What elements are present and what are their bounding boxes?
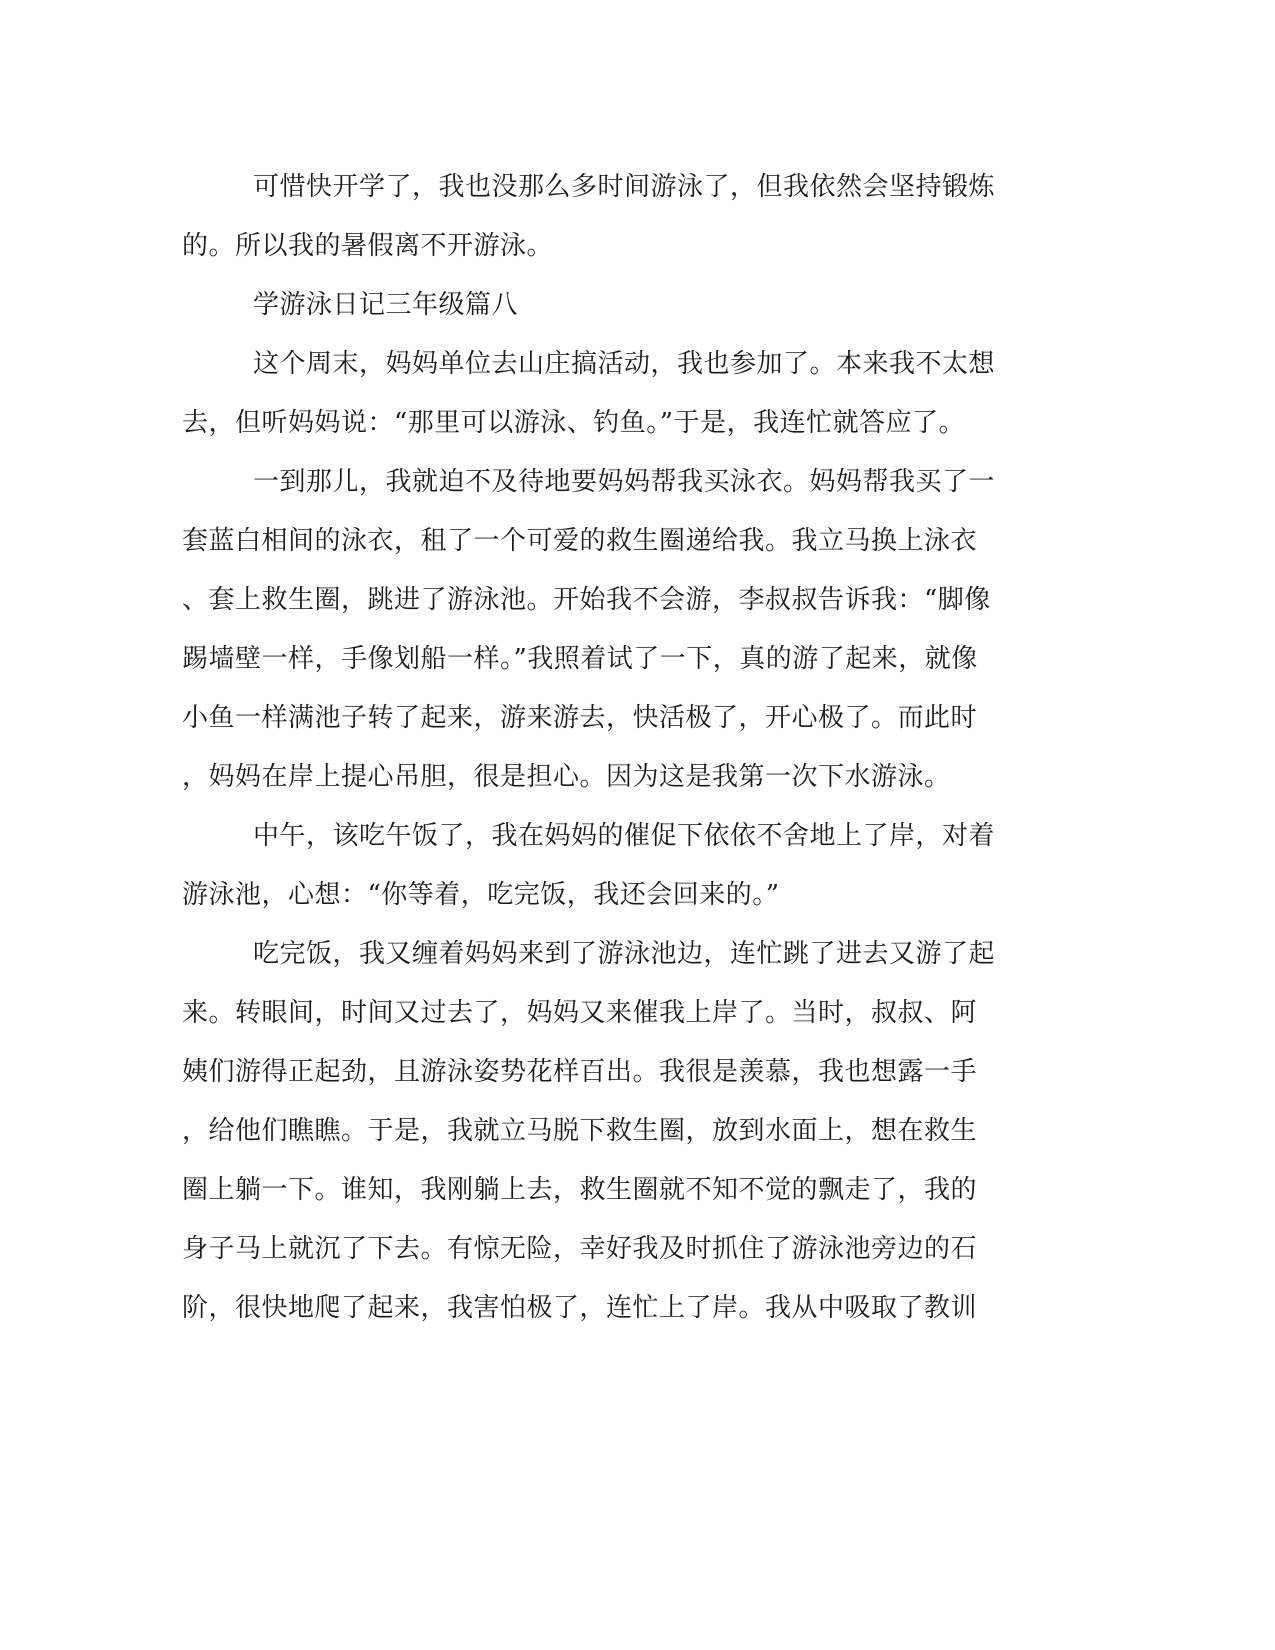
text-line: 身子马上就沉了下去。有惊无险，幸好我及时抓住了游泳池旁边的石	[182, 1234, 978, 1264]
text-line: 去，但听妈妈说：“那里可以游泳、钓鱼。”于是，我连忙就答应了。	[182, 408, 966, 438]
section-heading: 学游泳日记三年级篇八	[253, 290, 519, 320]
text-line: 可惜快开学了，我也没那么多时间游泳了，但我依然会坚持锻炼	[253, 172, 996, 202]
text-line: 、套上救生圈，跳进了游泳池。开始我不会游，李叔叔告诉我：“脚像	[182, 585, 991, 615]
text-line: 圈上躺一下。谁知，我刚躺上去，救生圈就不知不觉的飘走了，我的	[182, 1175, 978, 1205]
text-line: 姨们游得正起劲，且游泳姿势花样百出。我很是羡慕，我也想露一手	[182, 1057, 978, 1087]
text-line: 套蓝白相间的泳衣，租了一个可爱的救生圈递给我。我立马换上泳衣	[182, 526, 978, 556]
text-line: 来。转眼间，时间又过去了，妈妈又来催我上岸了。当时，叔叔、阿	[182, 998, 978, 1028]
document-body	[182, 158, 1034, 1338]
text-line: 小鱼一样满池子转了起来，游来游去，快活极了，开心极了。而此时	[182, 703, 978, 733]
text-line: ，妈妈在岸上提心吊胆，很是担心。因为这是我第一次下水游泳。	[182, 762, 951, 792]
text-line: 阶，很快地爬了起来，我害怕极了，连忙上了岸。我从中吸取了教训	[182, 1293, 978, 1323]
text-line: 踢墙壁一样，手像划船一样。”我照着试了一下，真的游了起来，就像	[182, 644, 978, 674]
text-line: 一到那儿，我就迫不及待地要妈妈帮我买泳衣。妈妈帮我买了一	[253, 467, 996, 497]
text-line: ，给他们瞧瞧。于是，我就立马脱下救生圈，放到水面上，想在救生	[182, 1116, 978, 1146]
text-line: 吃完饭，我又缠着妈妈来到了游泳池边，连忙跳了进去又游了起	[253, 939, 996, 969]
text-line: 游泳池，心想：“你等着，吃完饭，我还会回来的。”	[182, 880, 780, 910]
text-line: 这个周末，妈妈单位去山庄搞活动，我也参加了。本来我不太想	[253, 349, 996, 379]
text-line: 中午，该吃午饭了，我在妈妈的催促下依依不舍地上了岸，对着	[253, 821, 996, 851]
text-line: 的。所以我的暑假离不开游泳。	[182, 231, 554, 261]
